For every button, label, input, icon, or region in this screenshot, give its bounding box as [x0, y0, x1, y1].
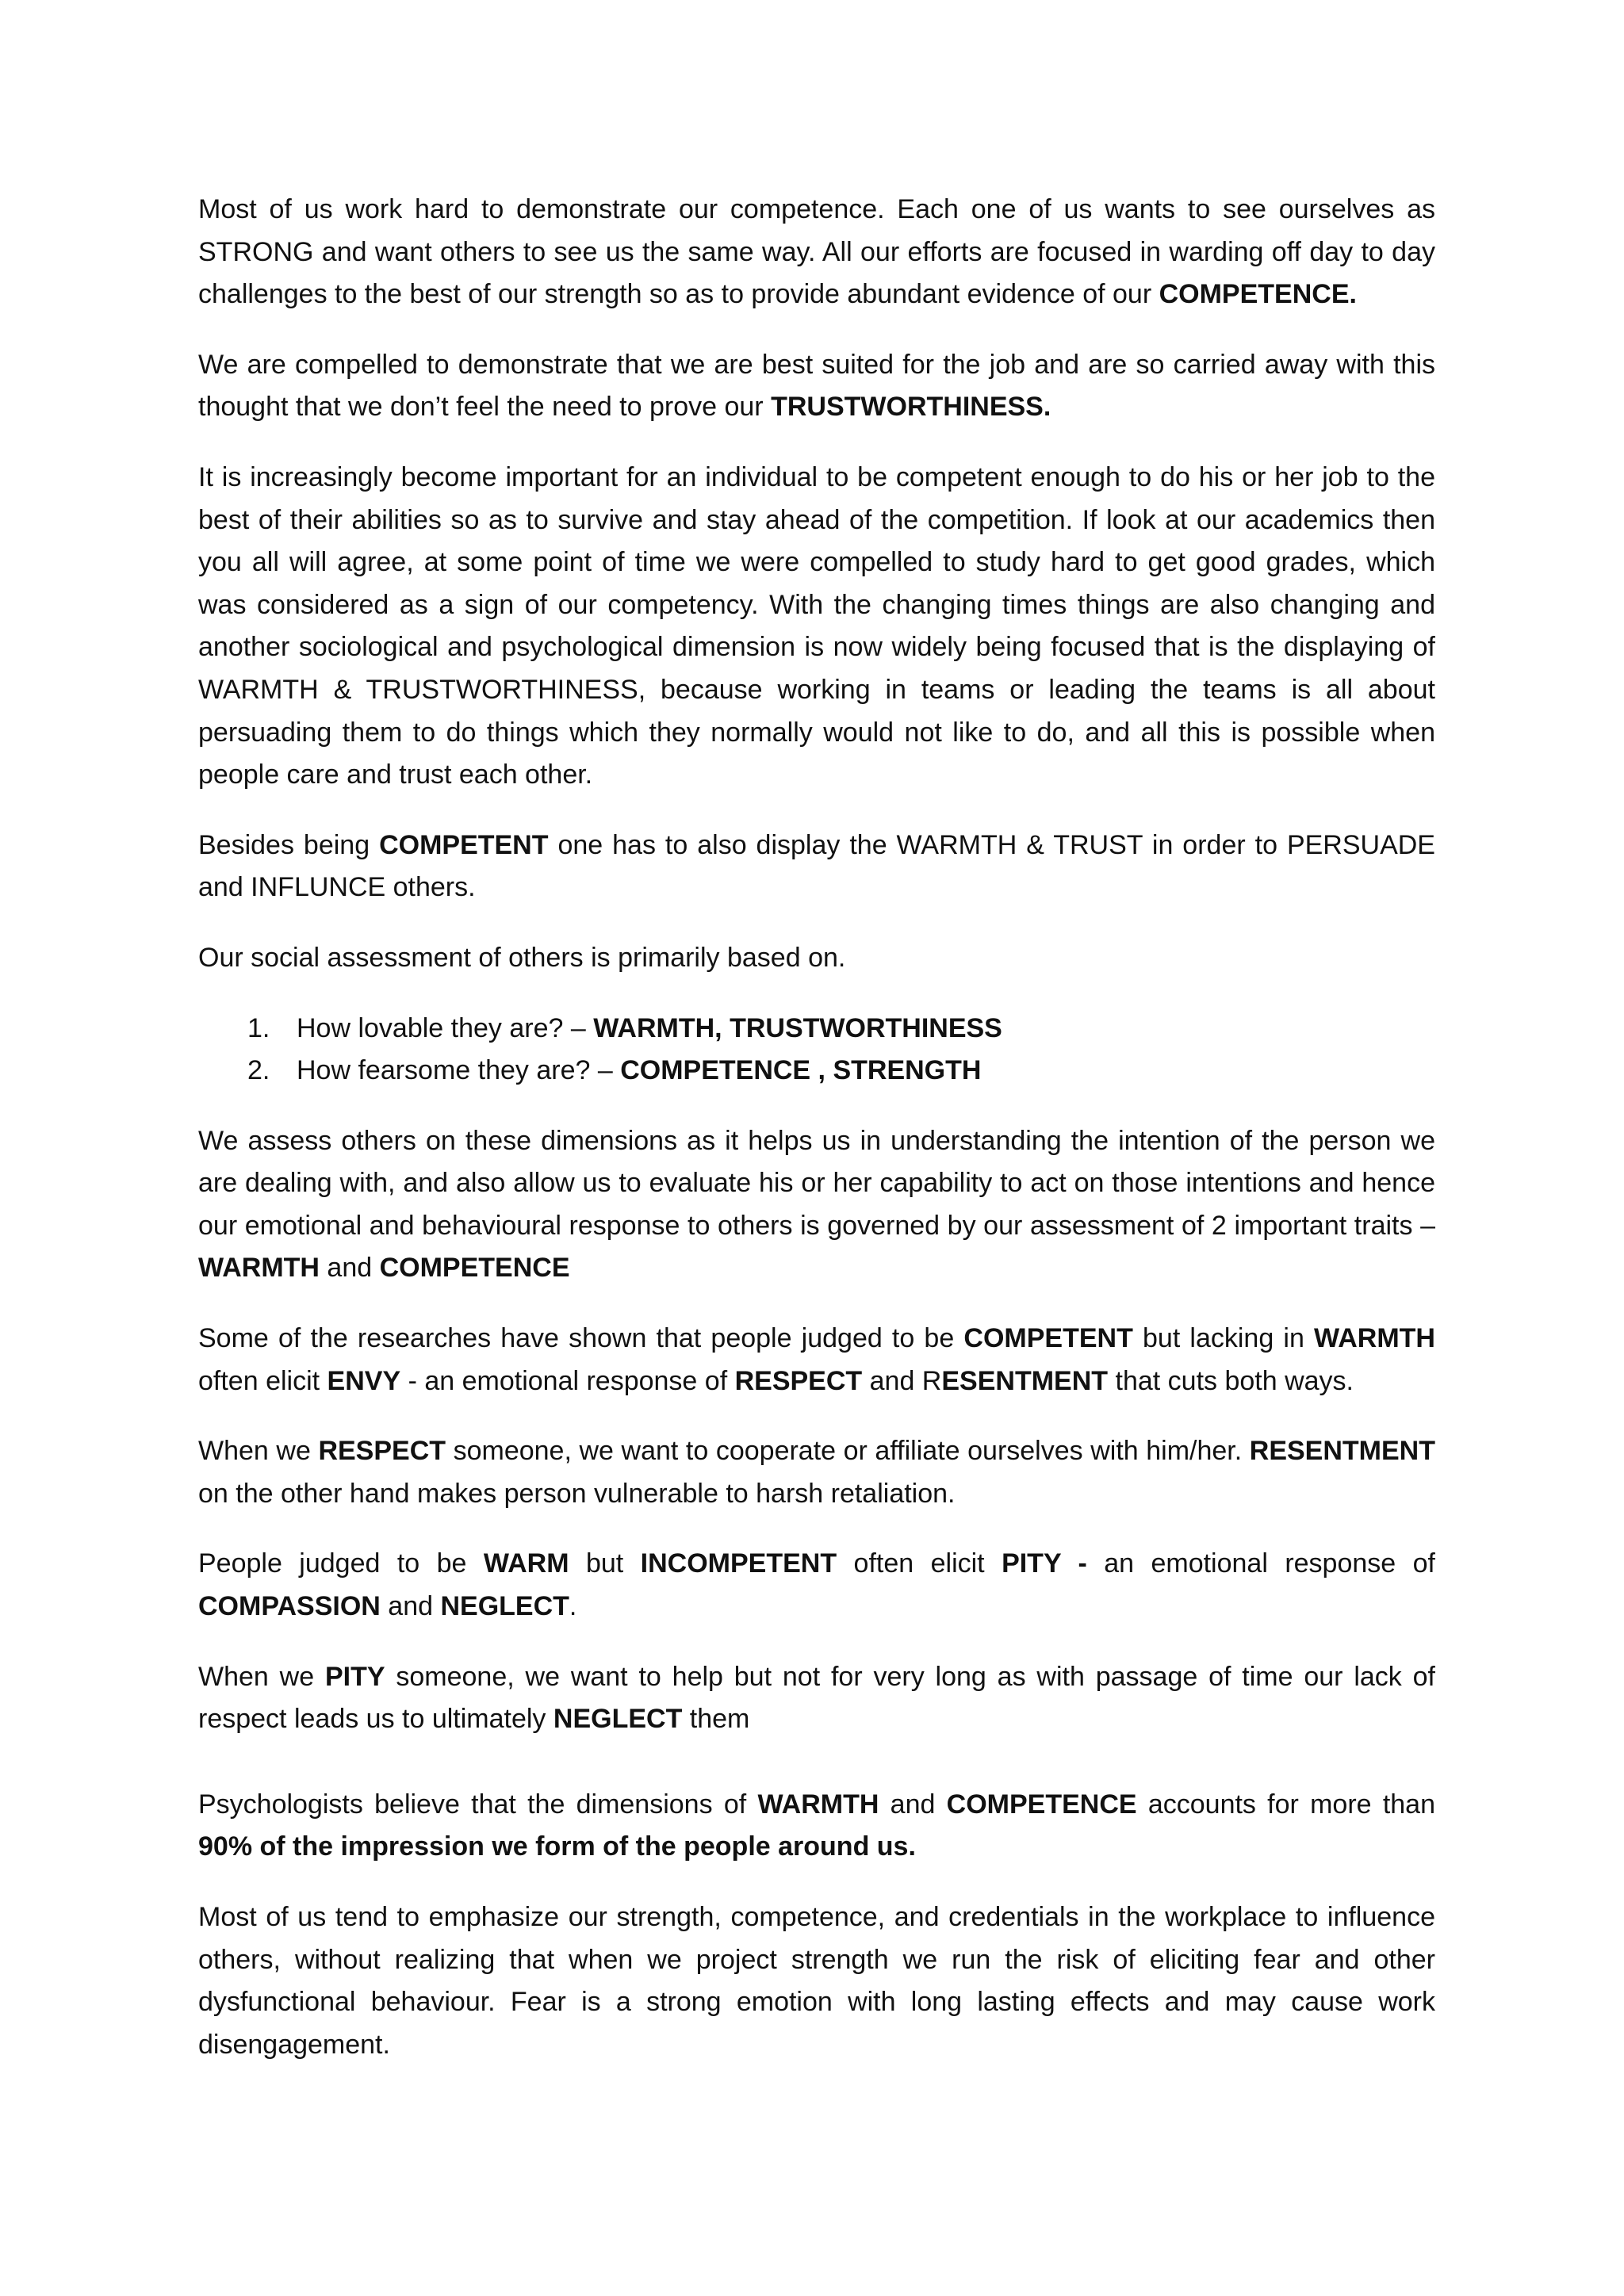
list-item: 1. How lovable they are? – WARMTH, TRUSTWORTHINESS	[247, 1012, 1002, 1043]
list-item: 2. How fearsome they are? – COMPETENCE , STRENGTH	[247, 1055, 982, 1086]
paragraph-respect: When we RESPECT someone, we want to cooperate or affiliate ourselves with him/her. RESENTMENT on the other hand makes person vulnerable to harsh retaliation.	[198, 1436, 1435, 1509]
paragraph-trustworthiness: We are compelled to demonstrate that we are best suited for the job and are so carried away with this thought that we don’t feel the need to prove our TRUSTWORTHINESS.	[198, 349, 1435, 423]
paragraph-competition: It is increasingly become important for an individual to be competent enough to do his or her job to the best of their abilities so as to survive and stay ahead of the competition. If look at our academics then you all will agree, at some point of time we were compelled to study hard to get good grades, which was considered as a sign of our competency. With the changing times things are also changing and another sociological and psychological dimension is now widely being focused that is the displaying of WARMTH & TRUSTWORTHINESS, because working in teams or leading the teams is all about persuading them to do things which they normally would not like to do, and all this is possible when people care and trust each other.	[198, 461, 1435, 790]
paragraph-fear: Most of us tend to emphasize our strength, competence, and credentials in the workplace to influence others, without realizing that when we project strength we run the risk of eliciting fear and other dysfunctional behaviour. Fear is a strong emotion with long lasting effects and may cause work disengagement.	[198, 1902, 1435, 2060]
paragraph-social-assessment: Our social assessment of others is primarily based on.	[198, 942, 846, 973]
paragraph-envy: Some of the researches have shown that people judged to be COMPETENT but lacking in WARMTH often elicit ENVY - an emotional response of RESPECT and RESENTMENT that cuts both ways.	[198, 1323, 1435, 1396]
paragraph-neglect: When we PITY someone, we want to help but not for very long as with passage of time our lack of respect leads us to ultimately NEGLECT them	[198, 1661, 1435, 1735]
paragraph-persuade: Besides being COMPETENT one has to also display the WARMTH & TRUST in order to PERSUADE and INFLUNCE others.	[198, 829, 1435, 903]
paragraph-dimensions: We assess others on these dimensions as it helps us in understanding the intention of the person we are dealing with, and also allow us to evaluate his or her capability to act on those intentions and hence our emotional and behavioural response to others is governed by our assessment of 2 important traits – WARMTH and COMPETENCE	[198, 1125, 1435, 1284]
assessment-list	[198, 1008, 1435, 1093]
paragraph-competence-intro: Most of us work hard to demonstrate our competence. Each one of us wants to see ourselves as STRONG and want others to see us the same way. All our efforts are focused in warding off day to day challenges to the best of our strength so as to provide abundant evidence of our COMPETENCE.	[198, 194, 1435, 310]
document-page	[198, 189, 1435, 2094]
paragraph-psychologists: Psychologists believe that the dimensions of WARMTH and COMPETENCE accounts for more than 90% of the impression we form of the people around us.	[198, 1789, 1436, 1862]
paragraph-pity: People judged to be WARM but INCOMPETENT often elicit PITY - an emotional response of COMPASSION and NEGLECT.	[198, 1548, 1435, 1622]
